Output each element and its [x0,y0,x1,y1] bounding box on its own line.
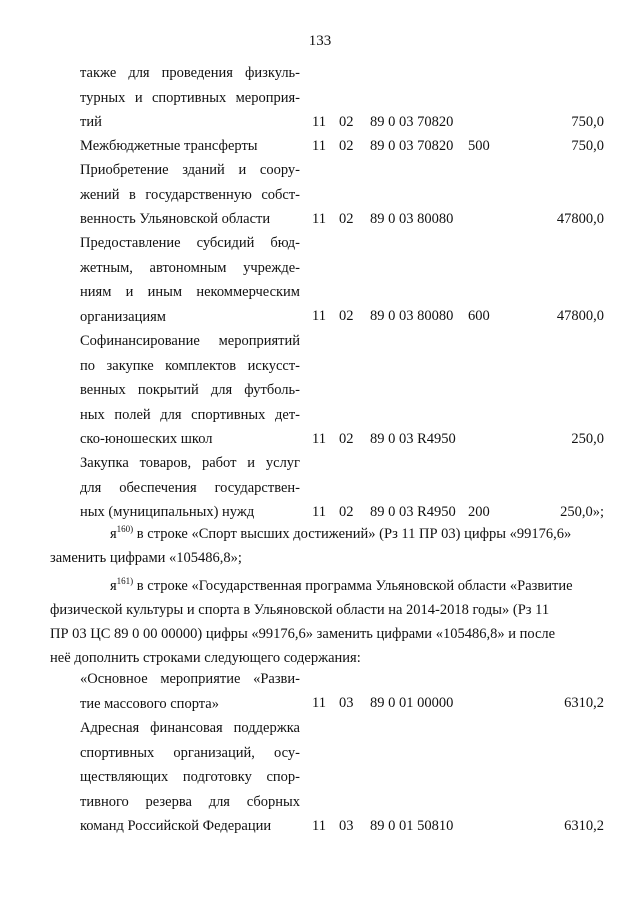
pr-code: 02 [339,308,354,324]
rz-code: 11 [312,114,326,130]
paragraph-text: в строке «Государственная программа Ульяновской области «Развитие [133,577,573,594]
row-name-line: тий [80,114,102,130]
row-name [80,135,300,160]
row-name [80,159,300,233]
pr-code: 02 [339,211,354,227]
row-name-line: Адресная финансовая поддержка [80,720,300,736]
row-name [80,717,300,840]
row-name-line: команд Российской Федерации [80,818,272,834]
amount: 750,0 [571,138,604,154]
row-name-line: ско-юношеских школ [80,431,213,447]
cs-code: 89 0 03 80080 [370,308,454,324]
rz-code: 11 [312,211,326,227]
paragraph-line: неё дополнить строками следующего содержания: [50,649,361,666]
vr-code: 500 [468,138,490,154]
amount: 6310,2 [564,818,604,834]
rz-code: 11 [312,431,326,447]
item-prefix: я [110,577,117,594]
pr-code: 02 [339,431,354,447]
paragraph-line: физической культуры и спорта в Ульяновской области на 2014-2018 годы» (Рз 11 [50,601,550,618]
row-name-line: жетным, автономным учрежде- [80,259,300,276]
row-name-line: ниям и иным некоммерческим [80,284,300,300]
row-name-line: Софинансирование мероприятий [80,333,300,349]
row-name-line: венность Ульяновской области [80,211,271,227]
amendment-paragraph-161 [50,569,610,670]
paragraph-line: ПР 03 ЦС 89 0 00 00000) цифры «99176,6» заменить цифрами «105486,8» и после [50,625,556,642]
row-name [80,232,300,330]
cs-code: 89 0 03 70820 [370,114,454,130]
row-name-line: ных (муниципальных) нужд [80,504,255,520]
item-number: 161) [116,576,134,586]
amount: 6310,2 [564,695,604,711]
cs-code: 89 0 03 R4950 [370,431,456,447]
item-prefix: я [110,525,117,542]
row-name-line: спортивных организаций, осу- [80,744,300,761]
row-name-line: турных и спортивных мероприя- [80,89,300,106]
rz-code: 11 [312,818,326,834]
row-name [80,62,300,136]
row-name-line: также для проведения физкуль- [80,65,300,81]
cs-code: 89 0 01 50810 [370,818,454,834]
row-name-line: Закупка товаров, работ и услуг [80,455,300,471]
cs-code: 89 0 03 70820 [370,138,454,154]
row-name-line: Межбюджетные трансферты [80,138,258,154]
row-name [80,330,300,453]
amount: 47800,0 [556,308,604,324]
amount: 750,0 [571,114,604,130]
row-name-line: жений в государственную собст- [80,186,300,203]
row-name-line: для обеспечения государствен- [80,479,300,496]
vr-code: 200 [468,504,490,520]
row-name-line: ществляющих подготовку спор- [80,769,300,785]
amendment-paragraph-160 [50,517,610,570]
paragraph-text: в строке «Спорт высших достижений» (Рз 11 ПР 03) цифры «99176,6» [133,525,572,542]
amount: 250,0»; [560,504,604,520]
amount: 250,0 [571,431,604,447]
row-name-line: ных полей для спортивных дет- [80,406,300,423]
rz-code: 11 [312,695,326,711]
pr-code: 02 [339,114,354,130]
row-name [80,452,300,526]
pr-code: 02 [339,504,354,520]
rz-code: 11 [312,308,326,324]
cs-code: 89 0 03 R4950 [370,504,456,520]
row-name-line: Предоставление субсидий бюд- [80,235,300,251]
row-name-line: тивного резерва для сборных [80,793,300,810]
paragraph-line [50,517,610,546]
amount: 47800,0 [556,211,604,227]
item-number: 160) [116,524,134,534]
rz-code: 11 [312,504,326,520]
cs-code: 89 0 01 00000 [370,695,454,711]
rz-code: 11 [312,138,326,154]
vr-code: 600 [468,308,490,324]
row-name-line: «Основное мероприятие «Разви- [80,671,300,687]
paragraph-line [50,569,610,598]
paragraph-line: заменить цифрами «105486,8»; [50,549,242,566]
row-name-line: организациям [80,308,166,325]
page-number: 133 [308,33,332,49]
pr-code: 03 [339,695,354,711]
row-name-line: венных покрытий для футболь- [80,382,300,398]
row-name-line: Приобретение зданий и соору- [80,162,300,178]
pr-code: 03 [339,818,354,834]
row-name-line: по закупке комплектов искусст- [80,357,300,374]
row-name [80,668,300,717]
pr-code: 02 [339,138,354,154]
row-name-line: тие массового спорта» [80,695,219,712]
cs-code: 89 0 03 80080 [370,211,454,227]
